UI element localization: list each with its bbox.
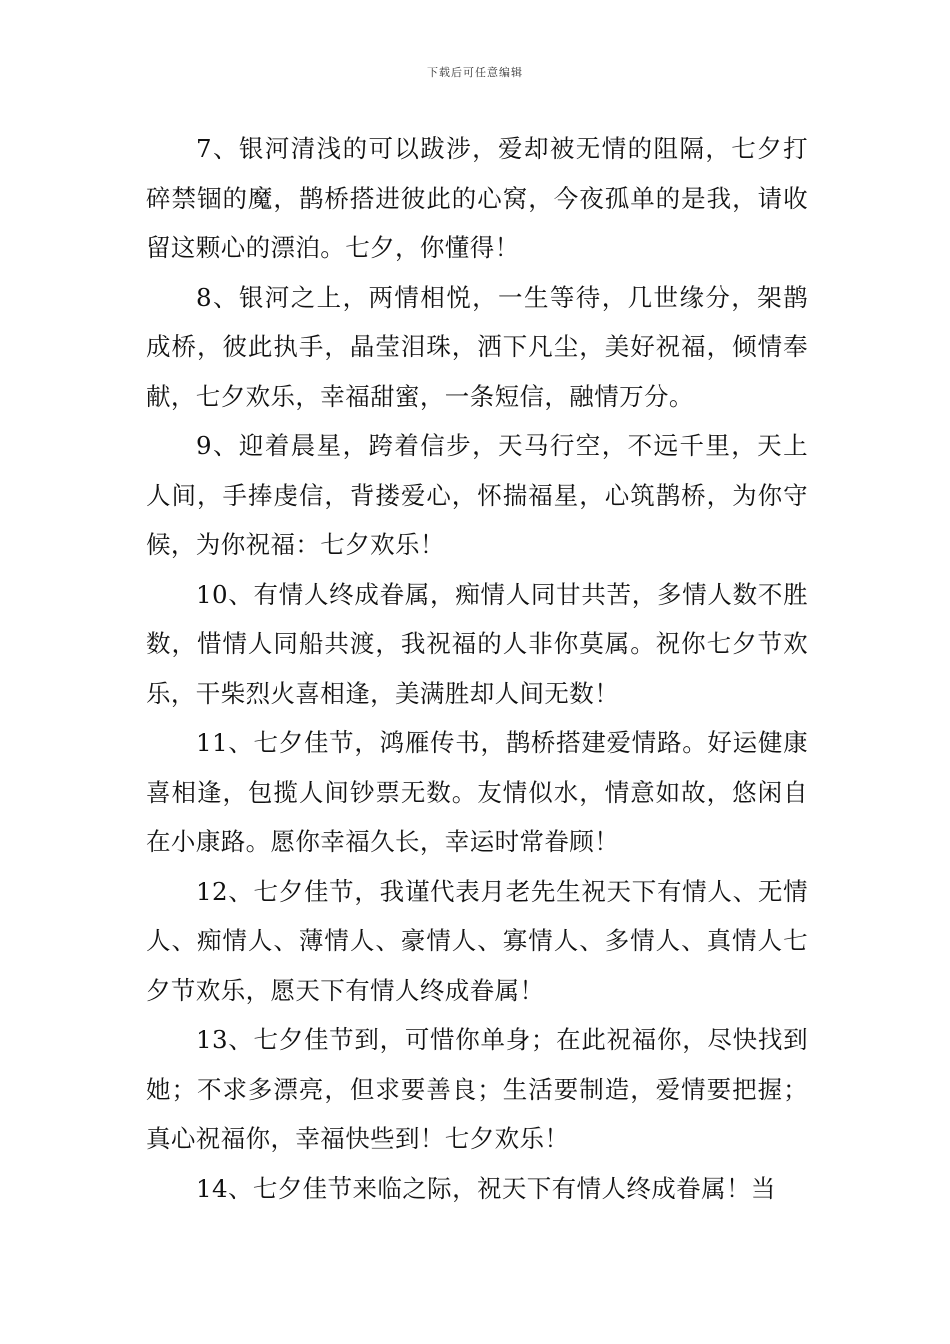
paragraph-7: 7、银河清浅的可以跋涉，爱却被无情的阻隔，七夕打碎禁锢的魔，鹊桥搭进彼此的心窝，今夜孤单的是我，请收留这颗心的漂泊。七夕，你懂得！ (146, 134, 808, 262)
paragraph-11: 11、七夕佳节，鸿雁传书，鹊桥搭建爱情路。好运健康喜相逢，包揽人间钞票无数。友情似水，情意如故，悠闲自在小康路。愿你幸福久长，幸运时常眷顾！ (146, 728, 808, 856)
page-header: 下载后可任意编辑 (427, 66, 523, 79)
paragraph-9: 9、迎着晨星，跨着信步，天马行空，不远千里，天上人间，手捧虔信，背搂爱心，怀揣福星，心筑鹊桥，为你守候，为你祝福：七夕欢乐！ (146, 431, 808, 559)
paragraph-14: 14、七夕佳节来临之际，祝天下有情人终成眷属！当 (196, 1173, 776, 1203)
document-body (146, 124, 808, 1213)
paragraph-12: 12、七夕佳节，我谨代表月老先生祝天下有情人、无情人、痴情人、薄情人、豪情人、寡情人、多情人、真情人七夕节欢乐，愿天下有情人终成眷属！ (146, 876, 808, 1005)
paragraph-10: 10、有情人终成眷属，痴情人同甘共苦，多情人数不胜数，惜情人同船共渡，我祝福的人非你莫属。祝你七夕节欢乐，干柴烈火喜相逢，美满胜却人间无数！ (146, 579, 808, 708)
paragraph-13: 13、七夕佳节到，可惜你单身；在此祝福你，尽快找到她；不求多漂亮，但求要善良；生活要制造，爱情要把握；真心祝福你，幸福快些到！七夕欢乐！ (146, 1025, 808, 1153)
paragraph-8: 8、银河之上，两情相悦，一生等待，几世缘分，架鹊成桥，彼此执手，晶莹泪珠，洒下凡尘，美好祝福，倾情奉献，七夕欢乐，幸福甜蜜，一条短信，融情万分。 (146, 282, 808, 411)
